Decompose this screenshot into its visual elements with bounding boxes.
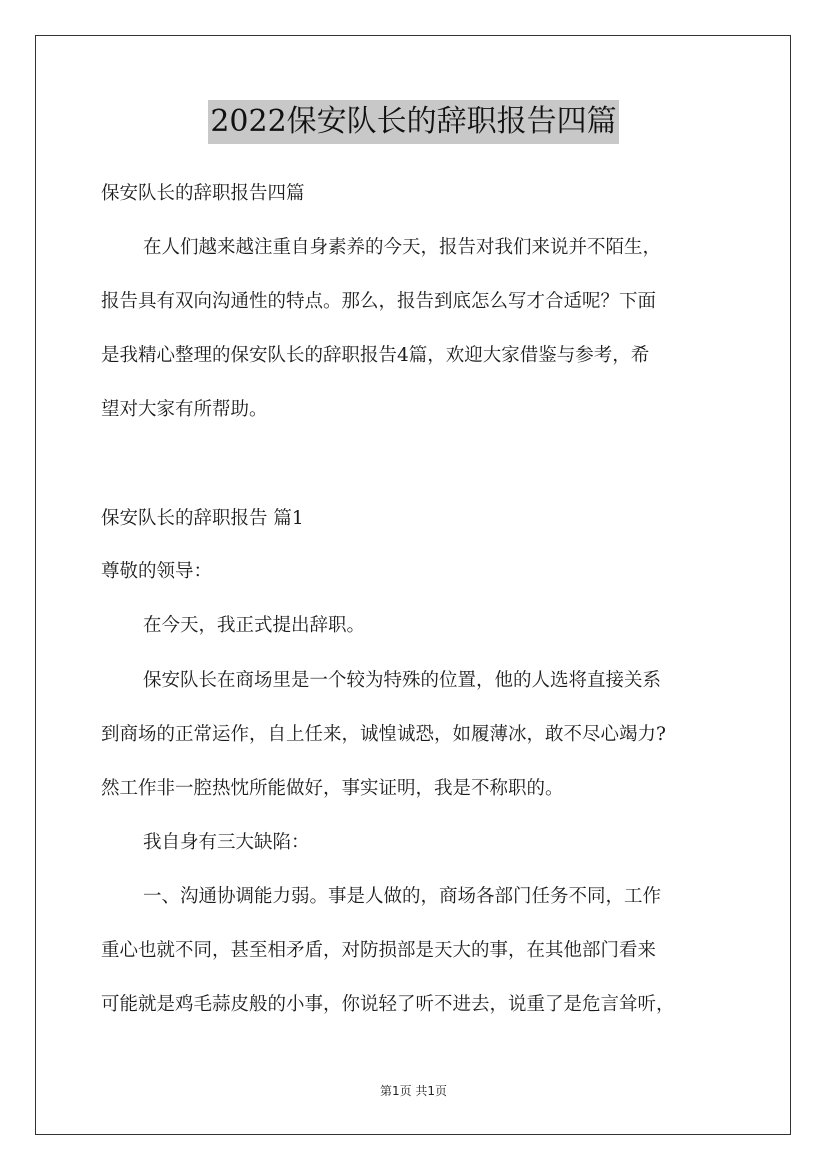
paragraph-line: 可能就是鸡毛蒜皮般的小事，你说轻了听不进去，说重了是危言耸听， [101,994,675,1015]
paragraph-line: 望对大家有所帮助。 [101,399,268,420]
paragraph-line: 一、沟通协调能力弱。事是人做的，商场各部门任务不同，工作 [143,886,662,907]
paragraph-line: 报告具有双向沟通性的特点。那么，报告到底怎么写才合适呢？下面 [101,291,657,312]
paragraph-line: 然工作非一腔热忱所能做好，事实证明，我是不称职的。 [101,778,564,799]
paragraph-line: 保安队长在商场里是一个较为特殊的位置，他的人选将直接关系 [143,670,662,691]
page-footer: 第1页 共1页 [379,1084,448,1098]
paragraph-line: 在今天，我正式提出辞职。 [143,615,366,636]
paragraph-line: 到商场的正常运作，自上任来，诚惶诚恐，如履薄冰，敢不尽心竭力? [101,724,666,745]
salutation: 尊敬的领导： [101,561,213,582]
intro-heading: 保安队长的辞职报告四篇 [101,183,305,204]
section-heading: 保安队长的辞职报告 篇1 [101,508,304,529]
paragraph-line: 是我精心整理的保安队长的辞职报告4篇，欢迎大家借鉴与参考，希 [101,345,650,366]
paragraph-line: 重心也就不同，甚至相矛盾，对防损部是天大的事，在其他部门看来 [101,940,657,961]
paragraph-line: 我自身有三大缺陷： [143,832,310,853]
title-container [0,100,827,144]
paragraph-line: 在人们越来越注重自身素养的今天，报告对我们来说并不陌生， [143,237,662,258]
document-title: 2022保安队长的辞职报告四篇 [208,100,618,144]
